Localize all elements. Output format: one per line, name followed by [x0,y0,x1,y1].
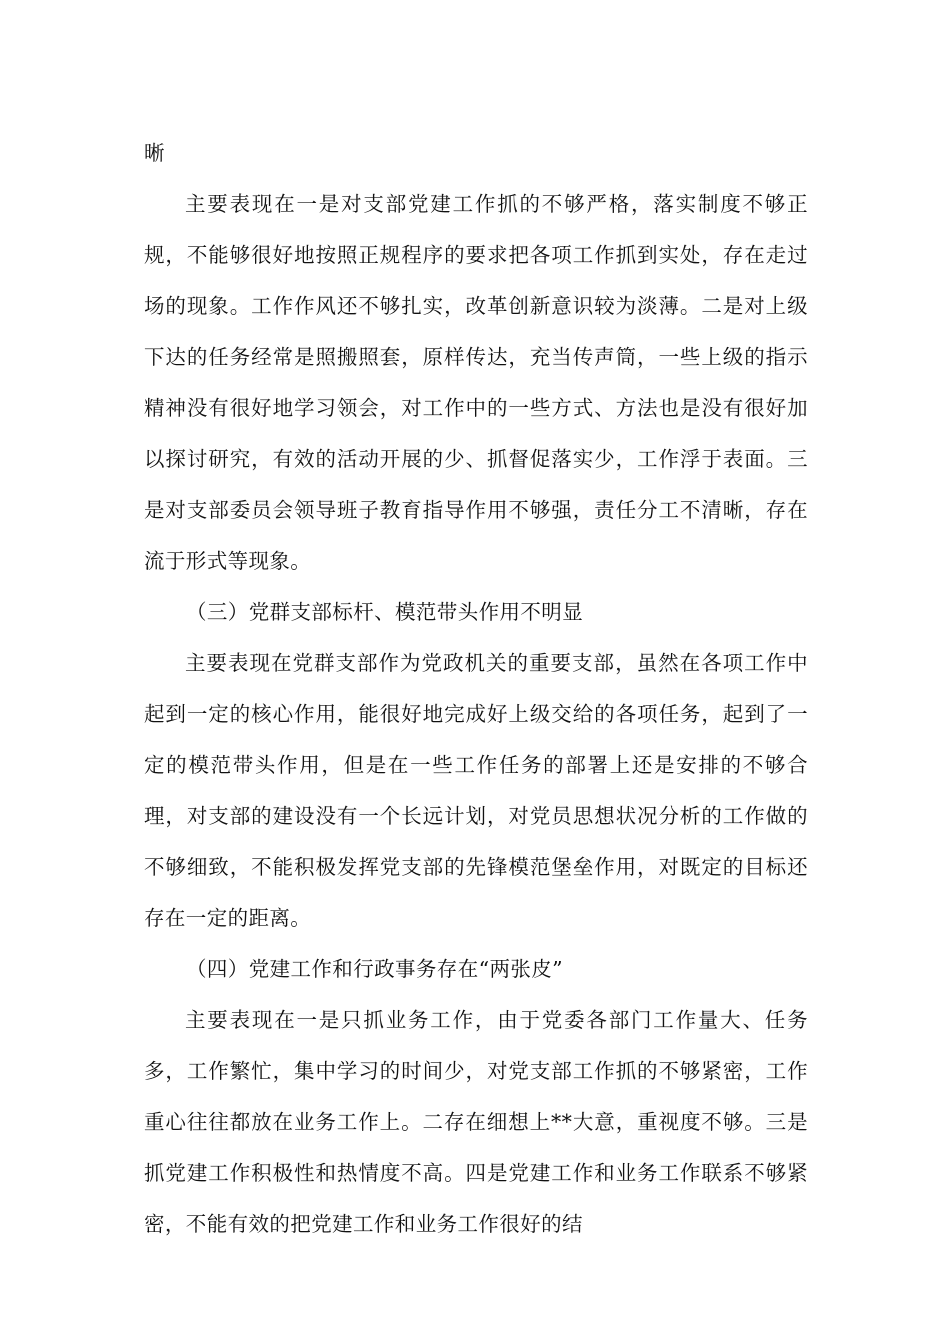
continuation-line: 晰 [144,141,165,165]
section-heading-3: （三）党群支部标杆、模范带头作用不明显 [186,600,584,624]
body-paragraph-1: 主要表现在一是对支部党建工作抓的不够严格，落实制度不够正规，不能够很好地按照正规程序的要求把各项工作抓到实处，存在走过场的现象。工作作风还不够扎实，改革创新意识较为淡薄。二是对上级下达的任务经常是照搬照套，原样传达，充当传声筒，一些上级的指示精神没有很好地学习领会，对工作中的一些方式、方法也是没有很好加以探讨研究，有效的活动开展的少、抓督促落实少，工作浮于表面。三是对支部委员会领导班子教育指导作用不够强，责任分工不清晰，存在流于形式等现象。 [144,192,808,573]
document-body [144,128,808,1250]
body-paragraph-3: 主要表现在一是只抓业务工作，由于党委各部门工作量大、任务多，工作繁忙，集中学习的时间少，对党支部工作抓的不够紧密，工作重心往往都放在业务工作上。二存在细想上**大意，重视度不够。三是抓党建工作积极性和热情度不高。四是党建工作和业务工作联系不够紧密，不能有效的把党建工作和业务工作很好的结 [144,1008,808,1236]
body-paragraph-2: 主要表现在党群支部作为党政机关的重要支部，虽然在各项工作中起到一定的核心作用，能很好地完成好上级交给的各项任务，起到了一定的模范带头作用，但是在一些工作任务的部署上还是安排的不够合理，对支部的建设没有一个长远计划，对党员思想状况分析的工作做的不够细致，不能积极发挥党支部的先锋模范堡垒作用，对既定的目标还存在一定的距离。 [144,651,808,930]
section-heading-4: （四）党建工作和行政事务存在“两张皮” [186,957,564,981]
